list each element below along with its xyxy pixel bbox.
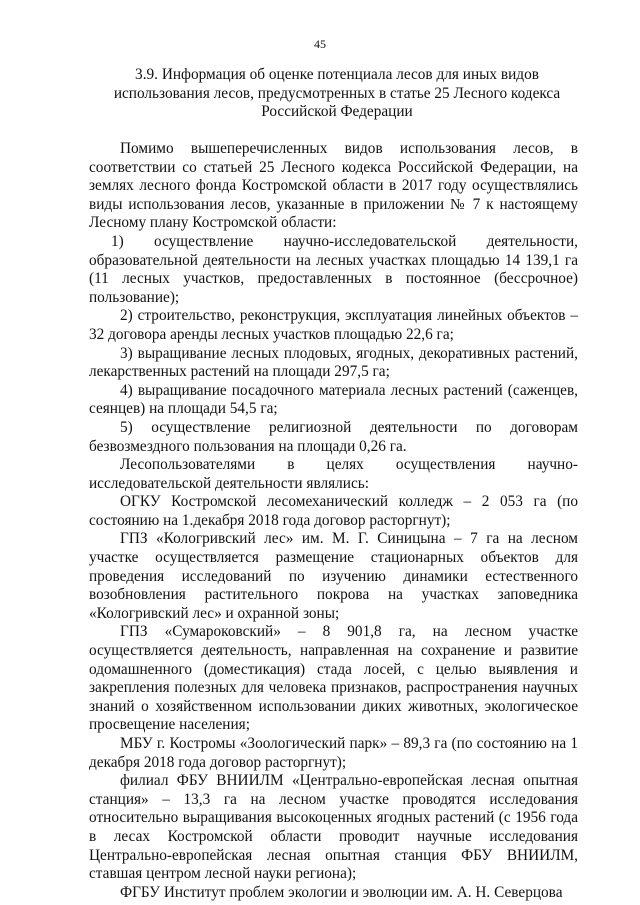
forest-user-entry: ФГБУ Институт проблем экологии и эволюции им. А. Н. Северцова [120,883,563,901]
paragraph-intro: Помимо вышеперечисленных видов использования лесов, в соответствии со статьей 25 Лесного кодекса Российской Федерации, на землях лесного фонда Костромской области в 2017 году осуществлялись виды использования лесов, указанные в приложении № 7 к настоящему Лесному плану Костромской области: [89,140,578,232]
list-item: 1) осуществление научно-исследовательской деятельности, образовательной деятельности на лесных участках площадью 14 139,1 га (11 лесных участков, предоставленных в постоянное (бессрочное) пользование); [89,232,578,306]
list-item: 3) выращивание лесных плодовых, ягодных, декоративных растений, лекарственных растений на площади 297,5 га; [89,344,578,381]
forest-user-entry: филиал ФБУ ВНИИЛМ «Центрально-европейская лесная опытная станция» – 13,3 га на лесном участке проводятся исследования относительно выращивания высокоценных ягодных растений (с 1956 года в лесах Костромской области проводит научные исследования Центрально-европейская лесная опытная станция ФБУ ВНИИЛМ, ставшая центром лесной науки региона); [89,772,578,883]
page-number: 45 [314,37,326,51]
list-item: 2) строительство, реконструкция, эксплуатация линейных объектов – 32 договора аренды лесных участков площадью 22,6 га; [89,307,578,343]
paragraph-users-intro: Лесопользователями в целях осуществления научно-исследовательской деятельности являлись: [89,456,578,492]
list-item: 5) осуществление религиозной деятельности по договорам безвозмездного пользования на площади 0,26 га. [89,418,578,455]
forest-user-entry: ОГКУ Костромской лесомеханический колледж – 2 053 га (по состоянию на 1.декабря 2018 года договор расторгнут); [89,493,578,529]
forest-user-entry: ГПЗ «Сумароковский» – 8 901,8 га, на лесном участке осуществляется деятельность, направленная на сохранение и развитие одомашненного (доместикация) стада лосей, с целью выявления и закрепления полезных для человека признаков, распространения научных знаний о хозяйственном использовании диких животных, экологическое просвещение населения; [89,623,578,734]
section-title: 3.9. Информация об оценке потенциала лесов для иных видов использования лесов, предусмотренных в статье 25 Лесного кодекса Российской Федерации [113,66,561,120]
body-text [89,140,578,902]
forest-user-entry: ГПЗ «Кологривский лес» им. М. Г. Синицына – 7 га на лесном участке осуществляется размещение стационарных объектов для проведения исследований по изучению динамики естественного возобновления растительного покрова на участках заповедника «Кологривский лес» и охранной зоны; [89,530,578,622]
list-item: 4) выращивание посадочного материала лесных растений (саженцев, сеянцев) на площади 54,5 га; [89,381,578,418]
forest-user-entry: МБУ г. Костромы «Зоологический парк» – 89,3 га (по состоянию на 1 декабря 2018 года договор расторгнут); [89,735,578,771]
